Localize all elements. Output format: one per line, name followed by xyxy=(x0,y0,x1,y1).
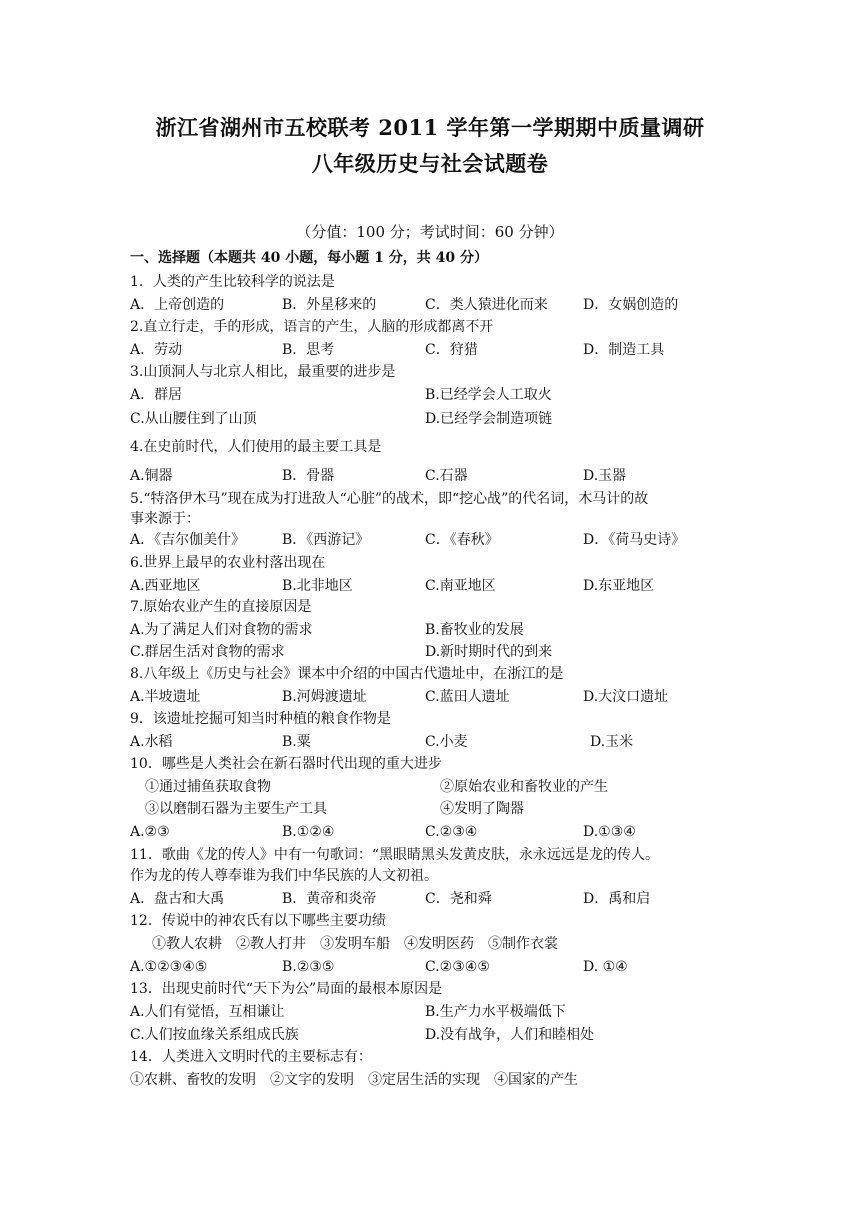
option: D.大汶口遗址 xyxy=(583,689,669,705)
option: B.北非地区 xyxy=(282,578,353,594)
option: C.②③④ xyxy=(425,824,478,840)
option: C.②③④⑤ xyxy=(425,959,490,975)
option: B.河姆渡遗址 xyxy=(282,689,367,705)
question-stem: 14．人类进入文明时代的主要标志有： xyxy=(130,1049,372,1065)
option: D.已经学会制造项链 xyxy=(425,411,553,427)
option: B.①②④ xyxy=(282,824,335,840)
statement-item: ②原始农业和畜牧业的产生 xyxy=(440,779,608,795)
question-stem: 6.世界上最早的农业村落出现在 xyxy=(130,555,326,571)
option: D.玉器 xyxy=(583,468,627,484)
option: C.从山腰住到了山顶 xyxy=(130,411,257,427)
option: B．思考 xyxy=(282,342,335,358)
statement-items: ①农耕、畜牧的发明 ②文字的发明 ③定居生活的实现 ④国家的产生 xyxy=(130,1072,578,1088)
question-stem: 12．传说中的神农氏有以下哪些主要功绩 xyxy=(130,913,386,929)
question-stem: 4.在史前时代，人们使用的最主要工具是 xyxy=(130,439,382,455)
option: A．群居 xyxy=(130,387,183,403)
option: C．狩猎 xyxy=(425,342,478,358)
exam-meta: （分值：100 分；考试时间：60 分钟） xyxy=(296,223,564,241)
question-stem: 1．人类的产生比较科学的说法是 xyxy=(130,274,335,290)
option: D.①③④ xyxy=(583,824,636,840)
option: C．尧和舜 xyxy=(425,891,492,907)
section-heading: 一、选择题（本题共 40 小题，每小题 1 分，共 40 分） xyxy=(130,250,488,266)
option: C．《春秋》 xyxy=(425,532,499,548)
option: A．上帝创造的 xyxy=(130,297,225,313)
option: A.人们有觉悟，互相谦让 xyxy=(130,1004,285,1020)
option: D.新时期时代的到来 xyxy=(425,644,553,660)
option: A.半坡遗址 xyxy=(130,689,201,705)
option: B．骨器 xyxy=(282,468,335,484)
option: B．《西游记》 xyxy=(282,532,370,548)
option: C.人们按血缘关系组成氏族 xyxy=(130,1027,299,1043)
question-stem: 7.原始农业产生的直接原因是 xyxy=(130,599,312,615)
option: D．禹和启 xyxy=(583,891,651,907)
exam-title: 浙江省湖州市五校联考 2011 学年第一学期期中质量调研 xyxy=(155,115,705,140)
option: C.群居生活对食物的需求 xyxy=(130,644,285,660)
option: B.畜牧业的发展 xyxy=(425,622,524,638)
option: D.东亚地区 xyxy=(583,578,655,594)
statement-item: ④发明了陶器 xyxy=(440,801,524,817)
option: A.西亚地区 xyxy=(130,578,201,594)
option: B.粟 xyxy=(282,734,311,750)
option: A.铜器 xyxy=(130,468,173,484)
option: A．《吉尔伽美什》 xyxy=(130,532,246,548)
statement-item: ③以磨制石器为主要生产工具 xyxy=(145,801,327,817)
option: A．盘古和大禹 xyxy=(130,891,225,907)
question-stem: 8.八年级上《历史与社会》课本中介绍的中国古代遗址中，在浙江的是 xyxy=(130,666,564,682)
option: C.蓝田人遗址 xyxy=(425,689,510,705)
question-stem: 13．出现史前时代“天下为公”局面的最根本原因是 xyxy=(130,981,443,997)
option: A.为了满足人们对食物的需求 xyxy=(130,622,313,638)
option: D．女娲创造的 xyxy=(583,297,679,313)
option: C．类人猿进化而来 xyxy=(425,297,548,313)
option: A．劳动 xyxy=(130,342,183,358)
option: B.生产力水平极端低下 xyxy=(425,1004,566,1020)
option: B.②③⑤ xyxy=(282,959,335,975)
option: B.已经学会人工取火 xyxy=(425,387,552,403)
option: C.石器 xyxy=(425,468,468,484)
option: C.南亚地区 xyxy=(425,578,496,594)
option: D．制造工具 xyxy=(583,342,665,358)
option: B．黄帝和炎帝 xyxy=(282,891,377,907)
option: D.没有战争，人们和睦相处 xyxy=(425,1027,595,1043)
question-stem: 2.直立行走，手的形成，语言的产生，人脑的形成都离不开 xyxy=(130,319,494,335)
option: B．外星移来的 xyxy=(282,297,377,313)
question-stem: 5.“特洛伊木马”现在成为打进敌人“心脏”的战术，即“挖心战”的代名词，木马计的故 xyxy=(130,491,649,507)
question-stem-continued: 事来源于： xyxy=(130,511,200,527)
question-stem: 11．歌曲《龙的传人》中有一句歌词：“黑眼睛黑头发黄皮肤，永永远远是龙的传人。 xyxy=(130,847,659,863)
question-stem: 10．哪些是人类社会在新石器时代出现的重大进步 xyxy=(130,756,442,772)
question-stem: 9．该遗址挖掘可知当时种植的粮食作物是 xyxy=(130,711,391,727)
option: A.②③ xyxy=(130,824,170,840)
option: A.①②③④⑤ xyxy=(130,959,208,975)
question-stem: 3.山顶洞人与北京人相比，最重要的进步是 xyxy=(130,364,396,380)
option: D．《荷马史诗》 xyxy=(583,532,686,548)
statement-items: ①教人农耕 ②教人打井 ③发明车船 ④发明医药 ⑤制作衣裳 xyxy=(152,936,558,952)
option: C.小麦 xyxy=(425,734,468,750)
statement-item: ①通过捕鱼获取食物 xyxy=(145,779,271,795)
option: D. ①④ xyxy=(583,959,628,975)
option: A.水稻 xyxy=(130,734,173,750)
question-stem-continued: 作为龙的传人尊奉谁为我们中华民族的人文初祖。 xyxy=(130,868,438,884)
option: D.玉米 xyxy=(590,734,634,750)
exam-subtitle: 八年级历史与社会试题卷 xyxy=(311,151,549,176)
